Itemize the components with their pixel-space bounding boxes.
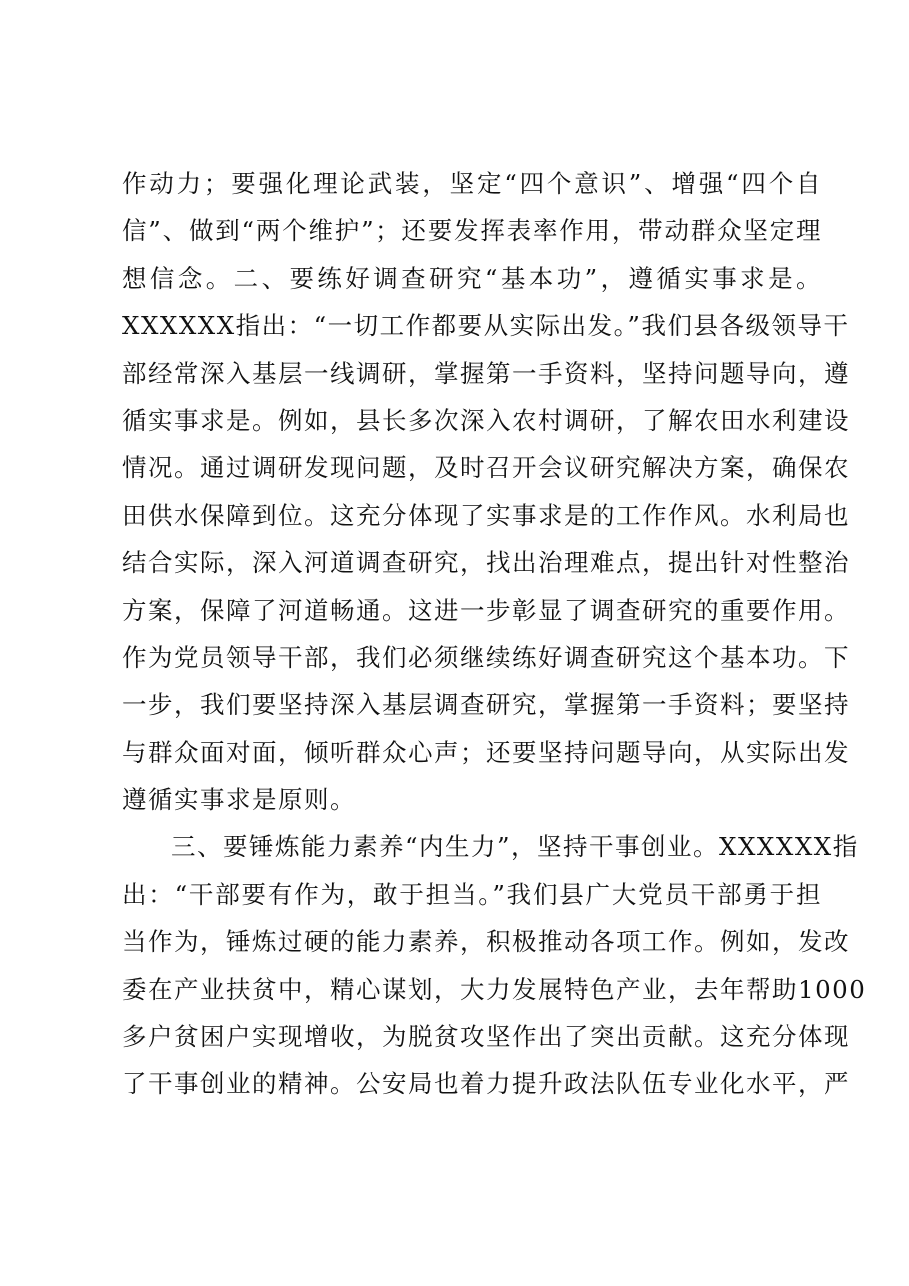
text-line: 田供水保障到位。这充分体现了实事求是的工作作风。水利局也: [122, 500, 850, 530]
text-line: 出：“干部要有作为，敢于担当。”我们县广大党员干部勇于担: [122, 879, 822, 909]
text-line: 想信念。二、要练好调查研究“基本功”，遵循实事求是。: [122, 263, 822, 293]
text-line: 信”、做到“两个维护”；还要发挥表率作用，带动群众坚定理: [122, 216, 822, 246]
text-line: 结合实际，深入河道调查研究，找出治理难点，提出针对性整治: [122, 548, 850, 578]
text-line: 一步，我们要坚持深入基层调查研究，掌握第一手资料；要坚持: [122, 690, 850, 720]
text-line: 方案，保障了河道畅通。这进一步彰显了调查研究的重要作用。: [122, 595, 850, 625]
text-line: 循实事求是。例如，县长多次深入农村调研，了解农田水利建设: [122, 405, 850, 435]
text-line: 了干事创业的精神。公安局也着力提升政法队伍专业化水平，严: [122, 1069, 850, 1099]
text-line: 遵循实事求是原则。: [122, 785, 356, 815]
text-line: 多户贫困户实现增收，为脱贫攻坚作出了突出贡献。这充分体现: [122, 1022, 850, 1052]
text-line: 作为党员领导干部，我们必须继续练好调查研究这个基本功。下: [122, 642, 850, 672]
text-line: 部经常深入基层一线调研，掌握第一手资料，坚持问题导向，遵: [122, 358, 850, 388]
text-line: XXXXXX指出：“一切工作都要从实际出发。”我们县各级领导干: [122, 311, 850, 341]
text-line: 与群众面对面，倾听群众心声；还要坚持问题导向，从实际出发: [122, 737, 850, 767]
text-line: 情况。通过调研发现问题，及时召开会议研究解决方案，确保农: [122, 453, 850, 483]
text-line: 作动力；要强化理论武装，坚定“四个意识”、增强“四个自: [122, 169, 822, 198]
body-text: [122, 160, 867, 1108]
text-line: 委在产业扶贫中，精心谋划，大力发展特色产业，去年帮助1000: [122, 974, 867, 1004]
text-line: 当作为，锤炼过硬的能力素养，积极推动各项工作。例如，发改: [122, 927, 850, 957]
paragraph-start-line: 三、要锤炼能力素养“内生力”，坚持干事创业。XXXXXX指: [171, 832, 859, 862]
